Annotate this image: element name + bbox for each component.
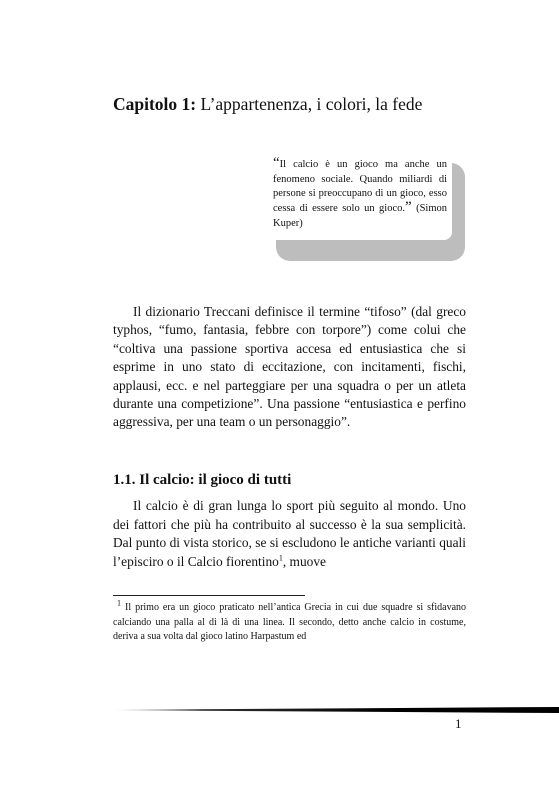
section-paragraph <box>113 497 466 571</box>
page-number: 1 <box>455 716 462 731</box>
footnote-reference[interactable]: 1 <box>278 553 283 563</box>
chapter-subtitle: L’appartenenza, i colori, la fede <box>200 94 423 114</box>
epigraph-open-quote: “ <box>273 155 280 171</box>
chapter-title <box>113 94 422 115</box>
epigraph-close-quote: ” <box>404 199 412 216</box>
footnote-number: 1 <box>117 598 121 608</box>
intro-paragraph: Il dizionario Treccani definisce il termine “tifoso” (dal greco typhos, “fumo, fantasia, febbre con torpore”) come colui che “coltiva una passione sportiva accesa ed entusiastica che si esprime in uno stato di eccitazione, con incitamenti, fischi, applausi, ecc. e nel parteggiare per una squadra o per un atleta durante una competizione”. Una passione “entusiastica e perfino aggressiva, per una team o un personaggio”. <box>113 304 466 430</box>
epigraph-attribution: (Simon Kuper) <box>273 203 447 229</box>
section-paragraph-text: Il calcio è di gran lunga lo sport più seguito al mondo. Uno dei fattori che più ha contribuito al successo è la sua semplicità. Dal punto di vista storico, se si escludono le antiche varianti quali l’episciro o il Calcio fiorentino <box>113 498 466 569</box>
footnote-text: Il primo era un gioco praticato nell’antica Grecia in cui due squadre si sfidavano calciando una palla al di là di una linea. Il secondo, detto anche calcio in costume, deriva a sua volta dal gioco latino Harpastum ed <box>113 602 467 643</box>
footnote-divider <box>113 595 305 596</box>
section-paragraph-end: , muove <box>282 553 326 569</box>
epigraph-text: Il calcio è un gioco ma anche un fenomeno sociale. Quando miliardi di persone si preoccupano di un gioco, esso cessa di essere solo un gioco. <box>273 159 447 215</box>
chapter-label: Capitolo 1: <box>113 94 197 114</box>
epigraph <box>273 155 447 232</box>
section-title: 1.1. Il calcio: il gioco di tutti <box>113 472 292 488</box>
footnote <box>113 598 467 645</box>
page-footer-rule <box>113 707 559 713</box>
